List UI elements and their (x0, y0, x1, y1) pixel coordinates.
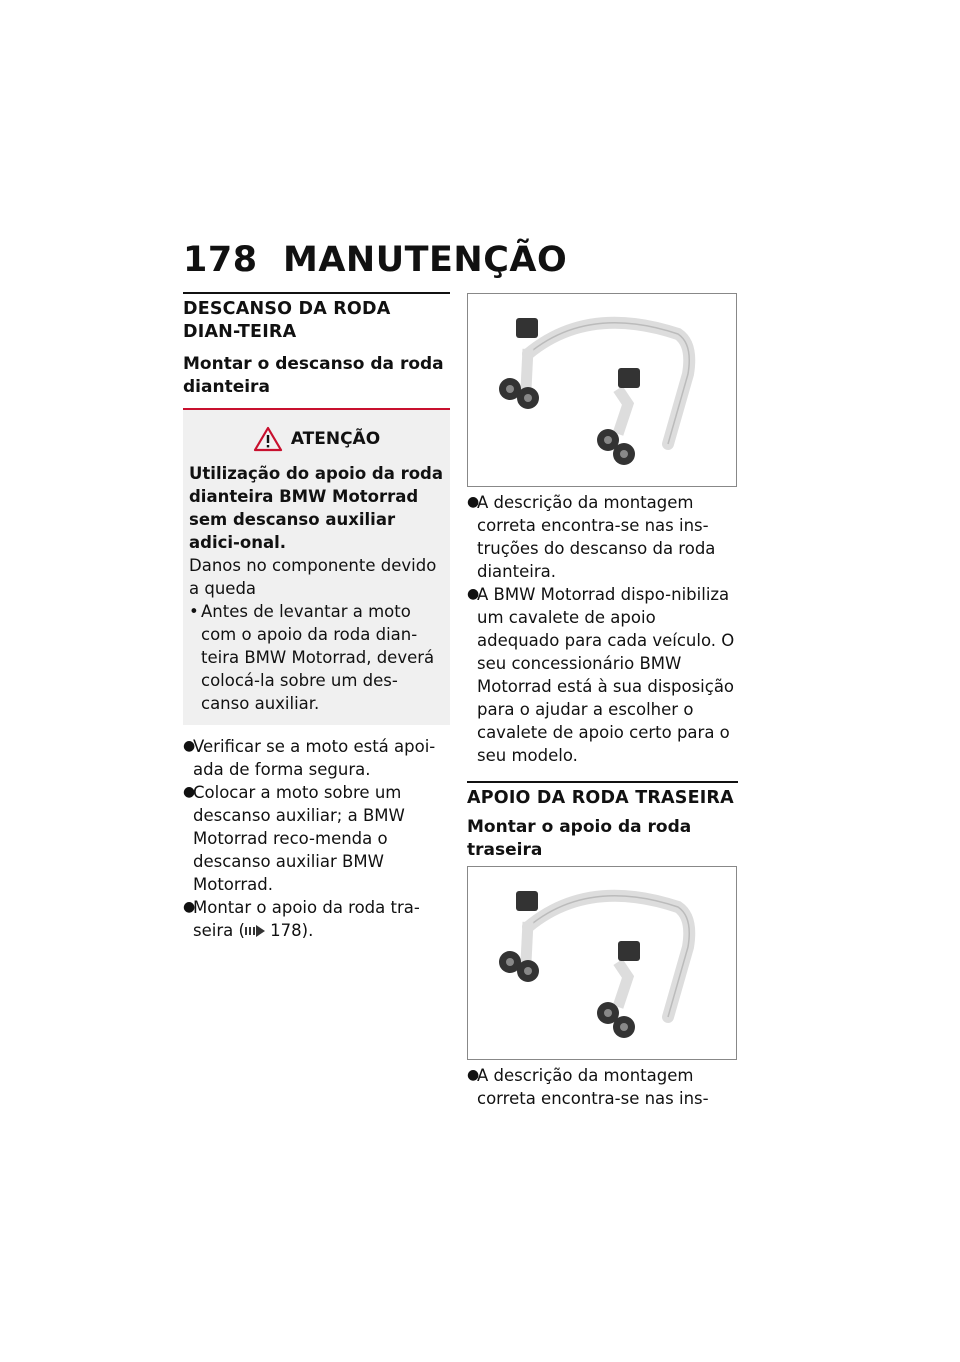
page-title (183, 240, 567, 280)
chapter-title: MANUTENÇÃO (283, 240, 568, 280)
warning-bullet (189, 600, 444, 715)
page-number: 178 (183, 240, 258, 280)
wheel-stand-illustration (468, 867, 736, 1059)
left-bullet-list (183, 735, 450, 942)
bullet-dot-icon: ● (183, 738, 196, 754)
bullet-dot-icon: • (189, 602, 199, 621)
section-heading-front-stand: DESCANSO DA RODA DIAN-TEIRA (183, 299, 391, 342)
warning-consequence: Danos no componente devido a queda (189, 556, 437, 598)
warning-box (183, 408, 450, 725)
list-item: ● A descrição da montagem correta encontra-se nas ins-truções do descanso da roda dianteira. (467, 493, 716, 581)
right-top-bullet-list (467, 491, 738, 767)
wheel-stand-illustration (468, 294, 736, 486)
front-stand-figure (467, 293, 737, 487)
bullet-dot-icon: ● (467, 586, 480, 602)
list-item: ● A BMW Motorrad dispo-nibiliza um cavalete de apoio adequado para cada veículo. O seu concessionário BMW Motorrad está à sua disposição para o ajudar a escolher o cavalete de apoio certo para o seu modelo. (467, 585, 735, 765)
left-column (183, 292, 450, 942)
warning-title-text: ATENÇÃO (290, 429, 381, 449)
bullet-dot-icon: ● (467, 1067, 480, 1083)
list-item: ● Verificar se a moto está apoi-ada de forma segura. (183, 737, 436, 779)
rear-stand-figure (467, 866, 737, 1060)
bullet-dot-icon: ● (467, 494, 480, 510)
section-heading-rear-stand: APOIO DA RODA TRASEIRA (467, 788, 734, 808)
bullet-dot-icon: ● (183, 899, 196, 915)
right-column (467, 293, 738, 1110)
section-rule (467, 781, 738, 783)
sub-heading-mount-front-stand: Montar o descanso da roda dianteira (183, 354, 444, 397)
right-bottom-bullet-list (467, 1064, 738, 1110)
list-item: ● Montar o apoio da roda tra-seira ( 178). (183, 898, 420, 940)
sub-heading-mount-rear-stand: Montar o apoio da roda traseira (467, 817, 692, 860)
warning-triangle-icon (253, 426, 283, 452)
warning-bullet-text: Antes de levantar a moto com o apoio da roda dian-teira BMW Motorrad, deverá colocá-la sobre um des-canso auxiliar. (201, 602, 435, 713)
warning-title (189, 426, 444, 452)
arrow-reference-icon[interactable] (245, 925, 265, 937)
section-rule (183, 292, 450, 294)
page-reference[interactable]: 178). (270, 921, 314, 940)
list-item: ● Colocar a moto sobre um descanso auxiliar; a BMW Motorrad reco-menda o descanso auxiliar BMW Motorrad. (183, 783, 405, 894)
list-item: ● A descrição da montagem correta encontra-se nas ins- (467, 1066, 709, 1108)
bullet-dot-icon: ● (183, 784, 196, 800)
warning-bold-text: Utilização do apoio da roda dianteira BMW Motorrad sem descanso auxiliar adici-onal. (189, 464, 444, 552)
